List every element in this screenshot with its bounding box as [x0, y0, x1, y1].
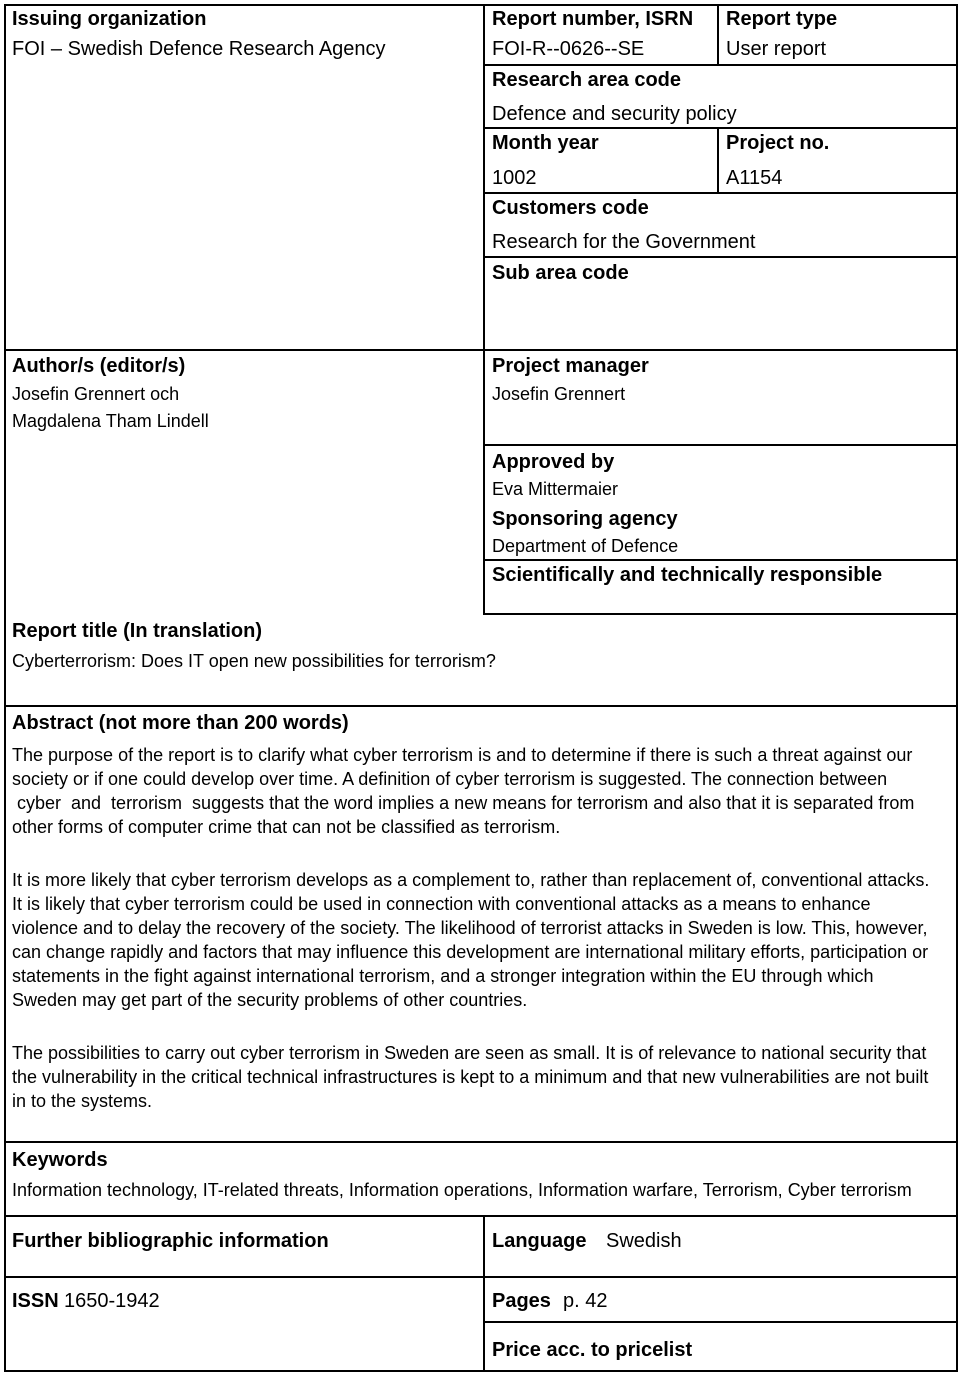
issuing-organization-label: Issuing organization — [12, 8, 207, 30]
abstract-line: violence and to delay the recovery of the society. The likelihood of terrorist attacks in Sweden is low. This, however, — [12, 918, 928, 938]
abstract-line: the vulnerability in the critical technical infrastructures is kept to a minimum and that new vulnerabilities are not built — [12, 1067, 929, 1087]
pages-value: p. 42 — [563, 1290, 608, 1312]
rule-horizontal — [4, 1215, 958, 1217]
abstract-label: Abstract (not more than 200 words) — [12, 712, 349, 734]
rule-vertical — [717, 4, 719, 66]
abstract-line: cyber and terrorism suggests that the word implies a new means for terrorism and also that it is separated from — [12, 793, 915, 813]
language-value: Swedish — [606, 1230, 682, 1252]
abstract-line: The possibilities to carry out cyber terrorism in Sweden are seen as small. It is of relevance to national security that — [12, 1043, 927, 1063]
approved-by-value: Eva Mittermaier — [492, 479, 619, 499]
rule-horizontal — [484, 256, 958, 258]
month-year-value: 1002 — [492, 167, 537, 189]
rule-vertical — [483, 1215, 485, 1372]
abstract-line: The purpose of the report is to clarify what cyber terrorism is and to determine if there is such a threat against our — [12, 745, 913, 765]
project-manager-label: Project manager — [492, 355, 649, 377]
issuing-organization-value: FOI – Swedish Defence Research Agency — [12, 38, 386, 60]
report-title-label: Report title (In translation) — [12, 620, 262, 642]
abstract-line: society or if one could develop over time. A definition of cyber terrorism is suggested. The connection between — [12, 769, 888, 789]
rule-horizontal — [4, 705, 958, 707]
project-no-value: A1154 — [726, 167, 783, 189]
rule-vertical — [717, 127, 719, 193]
rule-horizontal — [484, 192, 958, 194]
abstract-line: can change rapidly and factors that may influence this development are international military efforts, participation or — [12, 942, 929, 962]
report-type-value: User report — [726, 38, 827, 60]
rule-horizontal — [4, 349, 958, 351]
abstract-line: in to the systems. — [12, 1091, 153, 1111]
research-area-code-label: Research area code — [492, 69, 682, 91]
document-frame — [4, 4, 958, 1372]
abstract-line: It is likely that cyber terrorism could be used in connection with conventional attacks as a means to enhance — [12, 894, 871, 914]
project-no-label: Project no. — [726, 132, 830, 154]
rule-horizontal — [484, 127, 958, 129]
rule-horizontal — [4, 1276, 958, 1278]
research-area-code-value: Defence and security policy — [492, 103, 737, 125]
keywords-label: Keywords — [12, 1149, 108, 1171]
authors-label: Author/s (editor/s) — [12, 355, 186, 377]
abstract-line: Sweden may get part of the security problems of other countries. — [12, 990, 528, 1010]
issn-label: ISSN — [12, 1290, 59, 1312]
abstract-paragraph — [12, 1041, 928, 1113]
abstract-paragraph — [12, 743, 914, 839]
report-number-label: Report number, ISRN — [492, 8, 694, 30]
report-type-label: Report type — [726, 8, 838, 30]
abstract-line: It is more likely that cyber terrorism develops as a complement to, rather than replacement of, conventional attacks. — [12, 870, 930, 890]
month-year-label: Month year — [492, 132, 599, 154]
rule-vertical — [483, 349, 485, 615]
rule-vertical — [483, 4, 485, 351]
report-title-value: Cyberterrorism: Does IT open new possibilities for terrorism? — [12, 651, 496, 671]
price-label: Price acc. to pricelist — [492, 1339, 693, 1361]
abstract-line: statements in the fight against international terrorism, and a stronger integration within the EU through which — [12, 966, 874, 986]
author-line: Josefin Grennert och — [12, 384, 180, 404]
sponsoring-agency-value: Department of Defence — [492, 536, 679, 556]
rule-horizontal — [484, 613, 958, 615]
pages-label: Pages — [492, 1290, 551, 1312]
rule-horizontal — [4, 1141, 958, 1143]
customers-code-value: Research for the Government — [492, 231, 756, 253]
scientifically-responsible-label: Scientifically and technically responsible — [492, 564, 883, 586]
abstract-paragraph — [12, 868, 929, 1012]
keywords-value: Information technology, IT-related threats, Information operations, Information warfare, Terrorism, Cyber terrorism — [12, 1180, 912, 1200]
author-line: Magdalena Tham Lindell — [12, 411, 209, 431]
language-label: Language — [492, 1230, 587, 1252]
sponsoring-agency-label: Sponsoring agency — [492, 508, 678, 530]
approved-by-label: Approved by — [492, 451, 615, 473]
rule-horizontal — [484, 559, 958, 561]
abstract-line: other forms of computer crime that can not be classified as terrorism. — [12, 817, 561, 837]
rule-horizontal — [484, 64, 958, 66]
bibliographic-label: Further bibliographic information — [12, 1230, 329, 1252]
report-number-value: FOI-R--0626--SE — [492, 38, 645, 60]
customers-code-label: Customers code — [492, 197, 649, 219]
project-manager-value: Josefin Grennert — [492, 384, 626, 404]
rule-horizontal — [484, 1321, 958, 1323]
sub-area-code-label: Sub area code — [492, 262, 629, 284]
rule-horizontal — [484, 444, 958, 446]
issn-value: 1650-1942 — [64, 1290, 160, 1312]
